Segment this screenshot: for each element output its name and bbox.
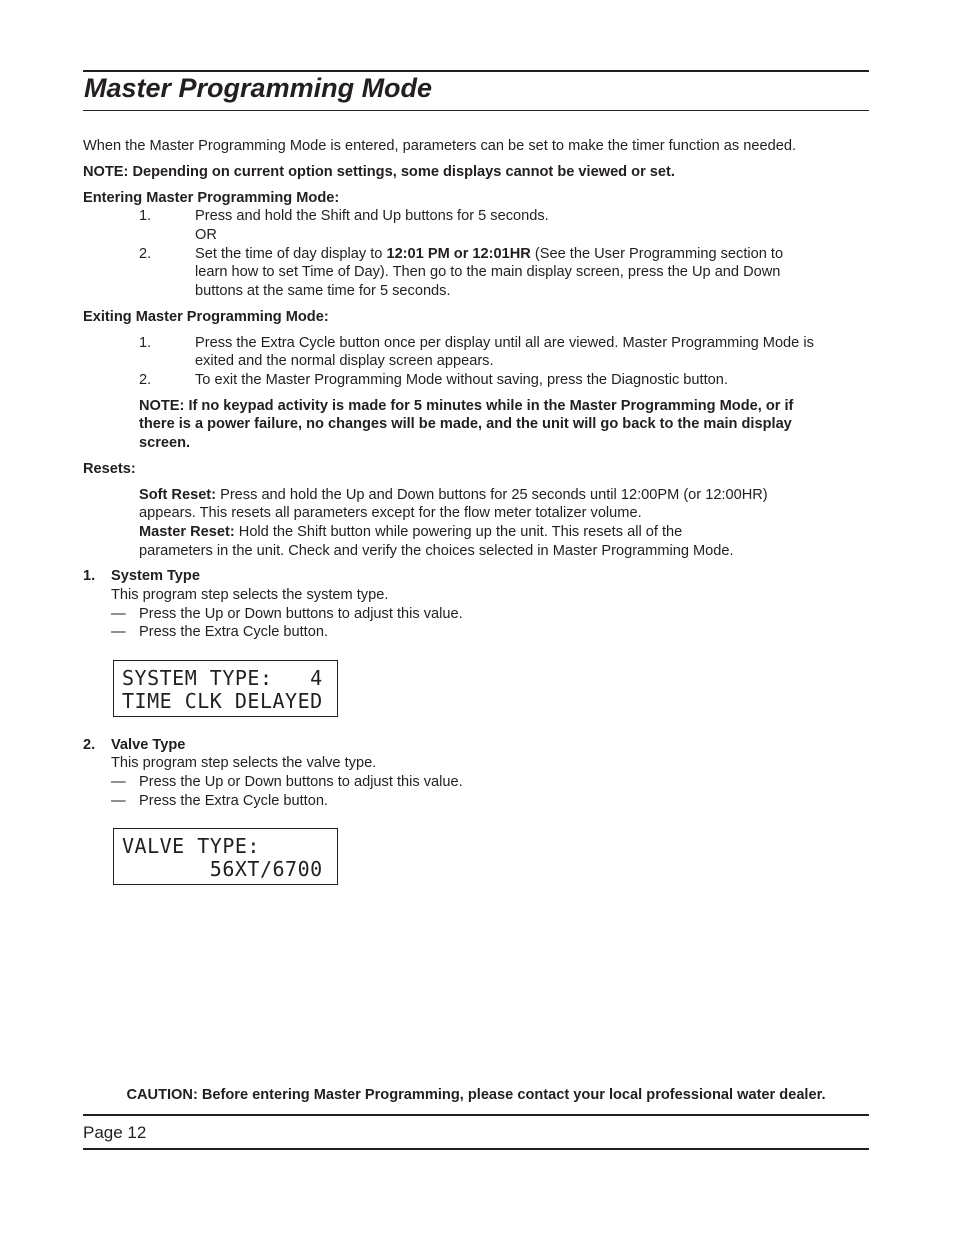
soft-reset-line2: appears. This resets all parameters except for the flow meter totalizer volume. [139, 505, 642, 521]
resets-heading: Resets: [83, 461, 136, 477]
note-option-settings: NOTE: Depending on current option settings, some displays cannot be viewed or set. [83, 164, 675, 180]
entering-step2-line2: learn how to set Time of Day). Then go to the main display screen, press the Up and Down [195, 264, 781, 280]
entering-step2-time: 12:01 PM or 12:01HR [386, 246, 531, 262]
soft-reset-line1 [139, 486, 768, 504]
exiting-step1-line1: Press the Extra Cycle button once per display until all are viewed. Master Programming Mode is [195, 335, 814, 351]
valve-type-description: This program step selects the valve type. [111, 755, 377, 771]
page-title: Master Programming Mode [84, 73, 433, 103]
system-type-dash-2: — [111, 624, 126, 640]
system-type-lcd-display [113, 660, 338, 717]
system-type-number: 1. [83, 568, 96, 584]
footer-bottom-rule [83, 1148, 869, 1150]
valve-type-dash-2: — [111, 793, 126, 809]
master-reset-text: Hold the Shift button while powering up the unit. This resets all of the [234, 524, 683, 540]
exiting-step1-line2: exited and the normal display screen appears. [195, 353, 494, 369]
entering-step1-text: Press and hold the Shift and Up buttons for 5 seconds. [195, 208, 549, 224]
system-type-lcd-line1: SYSTEM TYPE: 4 [122, 666, 323, 690]
exiting-note-line2: there is a power failure, no changes will be made, and the unit will go back to the main display [139, 416, 792, 432]
entering-step2-line1 [195, 245, 783, 263]
master-reset-line2: parameters in the unit. Check and verify the choices selected in Master Programming Mode. [139, 543, 734, 559]
exiting-heading: Exiting Master Programming Mode: [83, 309, 329, 325]
footer-top-rule [83, 1114, 869, 1116]
top-rule [83, 70, 869, 72]
entering-step2-post: (See the User Programming section to [530, 246, 784, 262]
valve-type-dash-1: — [111, 774, 126, 790]
entering-step2-pre: Set the time of day display to [195, 246, 387, 262]
soft-reset-text: Press and hold the Up and Down buttons for 25 seconds until 12:00PM (or 12:00HR) [216, 487, 768, 503]
system-type-dash-1: — [111, 606, 126, 622]
entering-or-text: OR [195, 227, 217, 243]
system-type-lcd-line2: TIME CLK DELAYED [122, 689, 323, 713]
valve-type-lcd-display [113, 828, 338, 885]
entering-step1-number: 1. [139, 208, 152, 224]
valve-type-number: 2. [83, 737, 96, 753]
valve-type-heading: Valve Type [111, 737, 186, 753]
exiting-note-line1: NOTE: If no keypad activity is made for 5 minutes while in the Master Programming Mode, or if [139, 398, 794, 414]
entering-step2-number: 2. [139, 246, 152, 262]
system-type-bullet-2: Press the Extra Cycle button. [139, 624, 328, 640]
system-type-description: This program step selects the system type. [111, 587, 389, 603]
exiting-step2-text: To exit the Master Programming Mode without saving, press the Diagnostic button. [195, 372, 728, 388]
system-type-heading: System Type [111, 568, 200, 584]
title-underline [83, 110, 869, 111]
master-reset-line1 [139, 523, 682, 541]
exiting-step1-number: 1. [139, 335, 152, 351]
entering-step2-line3: buttons at the same time for 5 seconds. [195, 283, 451, 299]
caution-text: CAUTION: Before entering Master Programming, please contact your local professional water dealer. [126, 1087, 826, 1103]
system-type-bullet-1: Press the Up or Down buttons to adjust this value. [139, 606, 463, 622]
valve-type-lcd-line2: 56XT/6700 [122, 857, 323, 881]
valve-type-bullet-2: Press the Extra Cycle button. [139, 793, 328, 809]
valve-type-lcd-line1: VALVE TYPE: [122, 834, 260, 858]
exiting-note-line3: screen. [139, 435, 191, 451]
entering-heading: Entering Master Programming Mode: [83, 190, 340, 206]
exiting-step2-number: 2. [139, 372, 152, 388]
soft-reset-label: Soft Reset: [139, 487, 217, 503]
master-reset-label: Master Reset: [139, 524, 235, 540]
page-number: Page 12 [83, 1123, 147, 1142]
valve-type-bullet-1: Press the Up or Down buttons to adjust this value. [139, 774, 463, 790]
intro-text: When the Master Programming Mode is entered, parameters can be set to make the timer function as needed. [83, 138, 797, 154]
